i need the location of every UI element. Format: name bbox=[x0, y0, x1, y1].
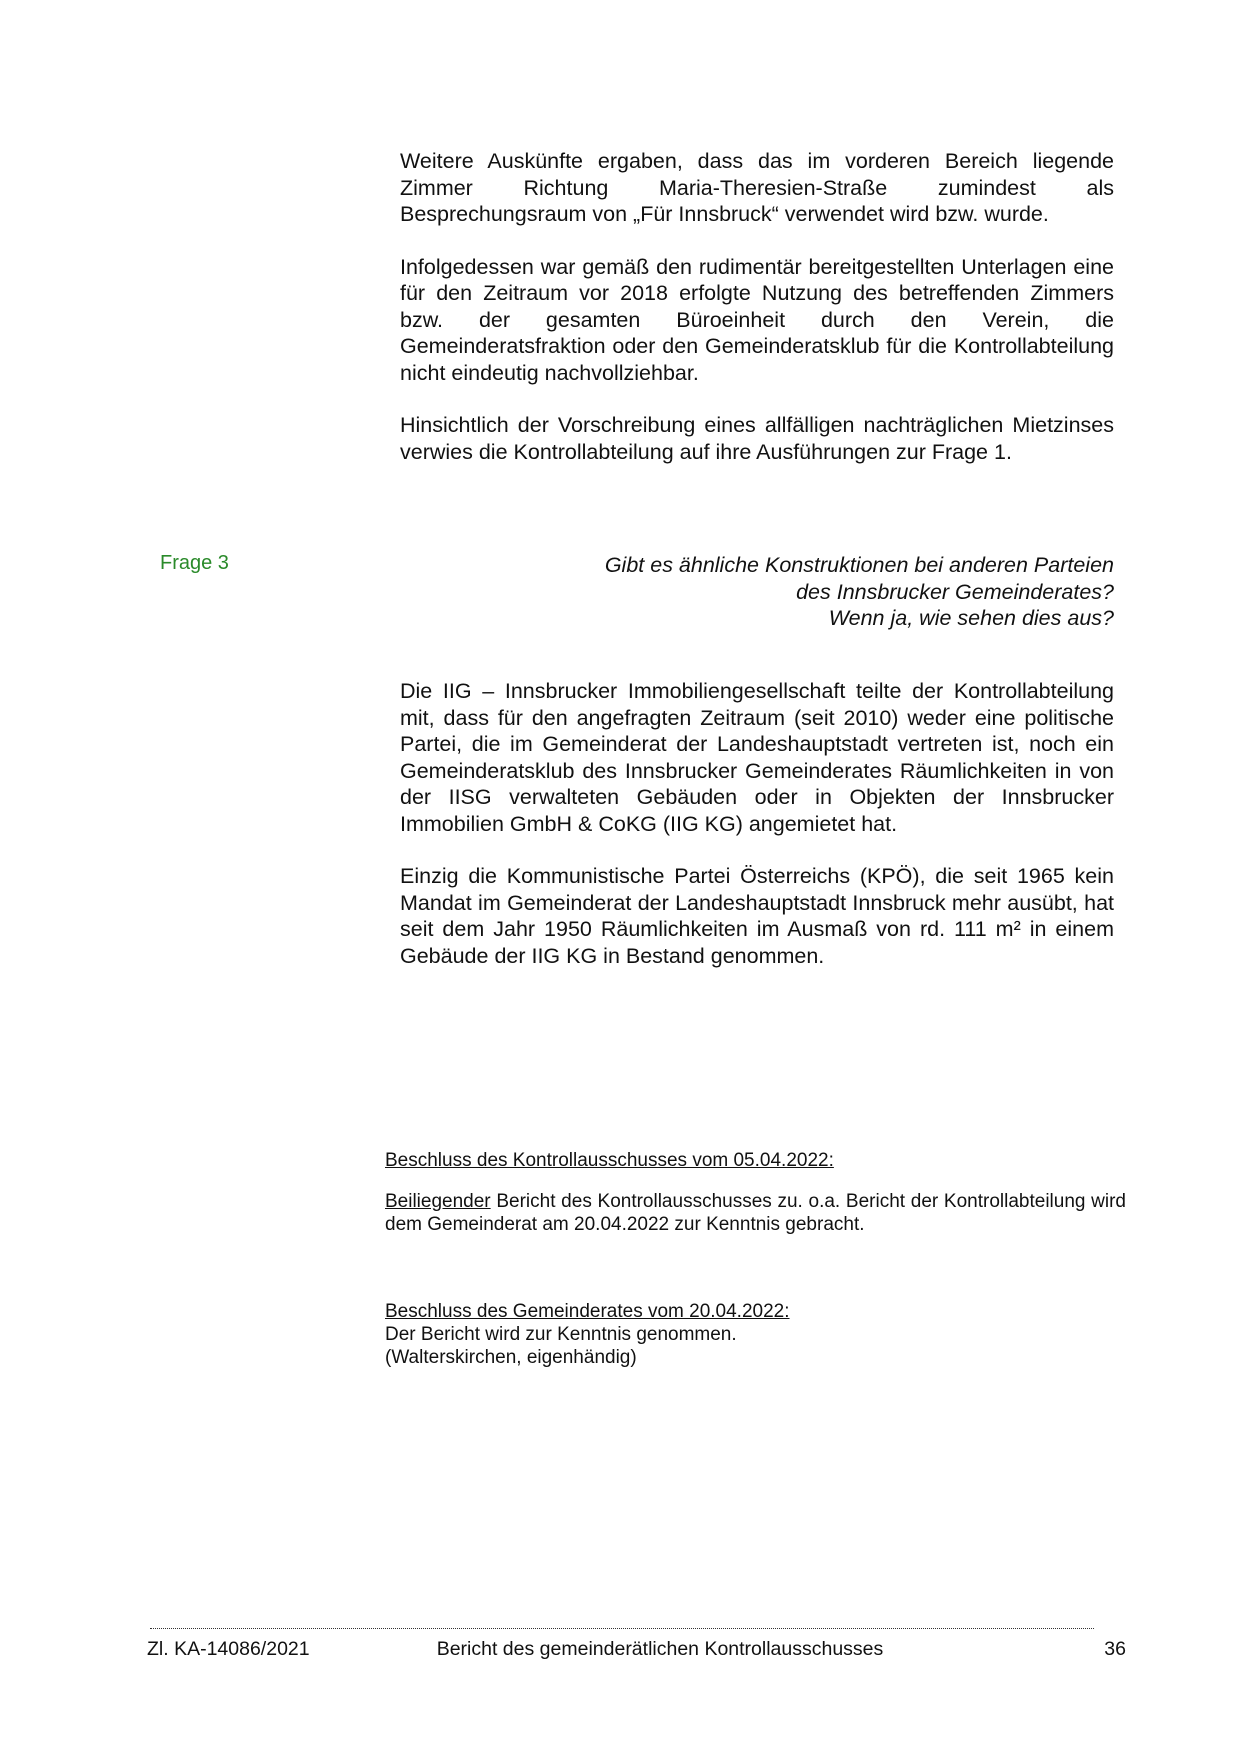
paragraph: Hinsichtlich der Vorschreibung eines allfälligen nachträglichen Mietzinses verwies die Kontrollabteilung auf ihre Ausführungen zur Frage 1. bbox=[400, 413, 1114, 464]
decision-signature: (Walterskirchen, eigenhändig) bbox=[385, 1347, 637, 1368]
decision-title: Beschluss des Gemeinderates vom 20.04.2022: bbox=[385, 1301, 790, 1322]
footer-reference: Zl. KA-14086/2021 bbox=[147, 1638, 310, 1660]
paragraph: Weitere Auskünfte ergaben, dass das im vorderen Bereich liegende Zimmer Richtung Maria-Theresien-Straße zumindest als Besprechungsraum von „Für Innsbruck“ verwendet wird bzw. wurde. bbox=[400, 149, 1114, 226]
question-line: des Innsbrucker Gemeinderates? bbox=[796, 579, 1114, 604]
decision-title: Beschluss des Kontrollausschusses vom 05.04.2022: bbox=[385, 1150, 834, 1171]
decision-committee bbox=[385, 1149, 1126, 1236]
section-2 bbox=[400, 678, 1114, 995]
page-number: 36 bbox=[1104, 1638, 1126, 1660]
question-label: Frage 3 bbox=[160, 552, 229, 574]
decision-line: Der Bericht wird zur Kenntnis genommen. bbox=[385, 1324, 737, 1345]
paragraph: Infolgedessen war gemäß den rudimentär bereitgestellten Unterlagen eine für den Zeitraum vor 2018 erfolgte Nutzung des betreffenden Zimmers bzw. der gesamten Büroeinheit durch den Verein, die Gemeinderatsfraktion oder den Gemeinderatsklub für die Kontrollabteilung nicht eindeutig nachvollziehbar. bbox=[400, 254, 1114, 385]
question-text bbox=[480, 552, 1114, 632]
footer-title: Bericht des gemeinderätlichen Kontrollausschusses bbox=[436, 1638, 884, 1660]
section-1 bbox=[400, 148, 1114, 491]
paragraph: Die IIG – Innsbrucker Immobiliengesellschaft teilte der Kontrollabteilung mit, dass für den angefragten Zeitraum (seit 2010) weder eine politische Partei, die im Gemeinderat der Landeshauptstadt vertreten ist, noch ein Gemeinderatsklub des Innsbrucker Gemeinderates Räumlichkeiten in von der IISG verwalteten Gebäuden oder in Objekten der Innsbrucker Immobilien GmbH & CoKG (IIG KG) angemietet hat. bbox=[400, 679, 1114, 836]
question-line: Gibt es ähnliche Konstruktionen bei anderen Parteien bbox=[604, 553, 1114, 577]
paragraph: Einzig die Kommunistische Partei Österreichs (KPÖ), die seit 1965 kein Mandat im Gemeinderat der Landeshauptstadt Innsbruck mehr ausübt, hat seit dem Jahr 1950 Räumlichkeiten im Ausmaß von rd. 111 m² in einem Gebäude der IIG KG in Bestand genommen. bbox=[400, 864, 1114, 968]
decision-lead: Beiliegender bbox=[385, 1191, 491, 1212]
footer-divider bbox=[150, 1628, 1094, 1629]
question-line: Wenn ja, wie sehen dies aus? bbox=[828, 606, 1114, 630]
decision-body: Bericht des Kontrollausschusses zu. o.a. Bericht der Kontrollabteilung wird dem Gemeinderat am 20.04.2022 zur Kenntnis gebracht. bbox=[385, 1191, 1126, 1235]
decision-text bbox=[385, 1190, 1126, 1236]
decision-council bbox=[385, 1300, 1126, 1369]
